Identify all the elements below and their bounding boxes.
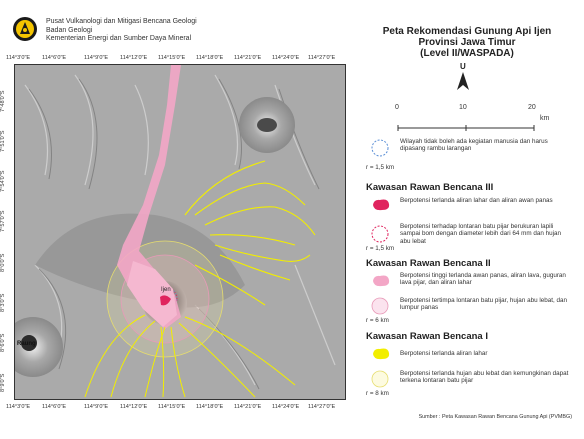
lon-tick-bottom: 114°9'0"E [84,404,109,410]
lon-tick-top: 114°18'0"E [196,55,224,61]
krb2-radius: r = 6 km [366,317,389,324]
krb1-item1: Berpotensi terlanda aliran lahar [400,350,488,357]
header [8,14,348,54]
krb1-title: Kawasan Rawan Bencana I [366,331,488,342]
org-line-2: Badan Geologi [46,26,93,34]
lon-tick-top: 114°27'0"E [308,55,336,61]
krb3-item2: Berpotensi terhadap lontaran batu pijar berukuran lapili sampai bom dengan diameter lebih dari 64 mm dan hujan abu lebat [400,223,562,245]
lon-tick-top: 114°24'0"E [272,55,300,61]
org-line-3: Kementerian Energi dan Sumber Daya Mineral [46,35,192,43]
label-raung: Raung [17,341,36,347]
organization-text [46,18,197,44]
scale-label-10: 10 [459,104,467,111]
title-line-3: (Level II/WASPADA) [420,48,514,59]
org-line-1: Pusat Vulkanologi dan Mitigasi Bencana Geologi [46,18,197,25]
lon-tick-top: 114°9'0"E [84,55,109,61]
lon-tick-bottom: 114°15'0"E [158,404,186,410]
lon-tick-bottom: 114°12'0"E [120,404,148,410]
scale-label-0: 0 [395,104,399,111]
krb2-flow-swatch [370,273,392,294]
lat-tick: 8°9'0"S [0,373,6,392]
lat-tick: 7°51'0"S [0,130,6,152]
lat-tick: 7°54'0"S [0,170,6,192]
krb2-title: Kawasan Rawan Bencana II [366,258,491,269]
lat-tick: 8°0'0"S [0,253,6,272]
scale-unit: km [540,115,550,122]
krb3-flow-swatch [370,197,392,218]
hazard-map[interactable] [14,64,346,400]
scale-bar [396,118,536,136]
krb3-title: Kawasan Rawan Bencana III [366,182,494,193]
lon-tick-top: 114°21'0"E [234,55,262,61]
lon-tick-top: 114°12'0"E [120,55,148,61]
zone0-radius: r = 1,5 km [366,164,395,171]
title-line-1: Peta Rekomendasi Gunung Api Ijen [382,26,552,37]
north-label: U [460,62,466,71]
lat-tick: 7°48'0"S [0,90,6,112]
lon-tick-bottom: 114°24'0"E [272,404,300,410]
map-canvas [15,65,345,399]
lon-tick-bottom: 114°3'0"E [6,404,31,410]
lat-tick: 8°3'0"S [0,293,6,312]
krb1-item2: Berpotensi terlanda hujan abu lebat dan kemungkinan dapat terkena lontaran batu pijar [400,370,569,385]
lon-tick-bottom: 114°21'0"E [234,404,262,410]
lon-tick-bottom: 114°6'0"E [42,404,67,410]
krb2-item1: Berpotensi tinggi terlanda awan panas, aliran lava, guguran lava pijar, dan aliran lahar [400,272,566,287]
lon-tick-bottom: 114°18'0"E [196,404,224,410]
lon-tick-top: 114°6'0"E [42,55,67,61]
source-note: Sumber : Peta Kawasan Rawan Bencana Gunung Api (PVMBG) [418,414,572,420]
scale-label-20: 20 [528,104,536,111]
lon-tick-top: 114°15'0"E [158,55,186,61]
north-arrow-icon [457,72,469,95]
badan-geologi-logo [12,16,38,42]
title-line-2: Provinsi Jawa Timur [418,37,516,48]
lon-tick-bottom: 114°27'0"E [308,404,336,410]
lon-tick-top: 114°3'0"E [6,55,31,61]
label-ijen: Ijen [161,287,171,293]
krb3-item1: Berpotensi terlanda aliran lahar dan aliran awan panas [400,197,553,204]
krb2-item2: Berpotensi tertimpa lontaran batu pijar, hujan abu lebat, dan lumpur panas [400,297,567,312]
krb1-radius: r = 8 km [366,390,389,397]
legend-panel [352,0,584,439]
lat-tick: 8°6'0"S [0,333,6,352]
krb1-flow-swatch [370,346,392,367]
krb3-radius: r = 1,5 km [366,245,395,252]
zone0-swatch [370,138,390,163]
zone0-text: Wilayah tidak boleh ada kegiatan manusia dan harus dipasang rambu larangan [400,138,548,153]
lat-tick: 7°57'0"S [0,210,6,232]
legend-title [352,26,582,59]
